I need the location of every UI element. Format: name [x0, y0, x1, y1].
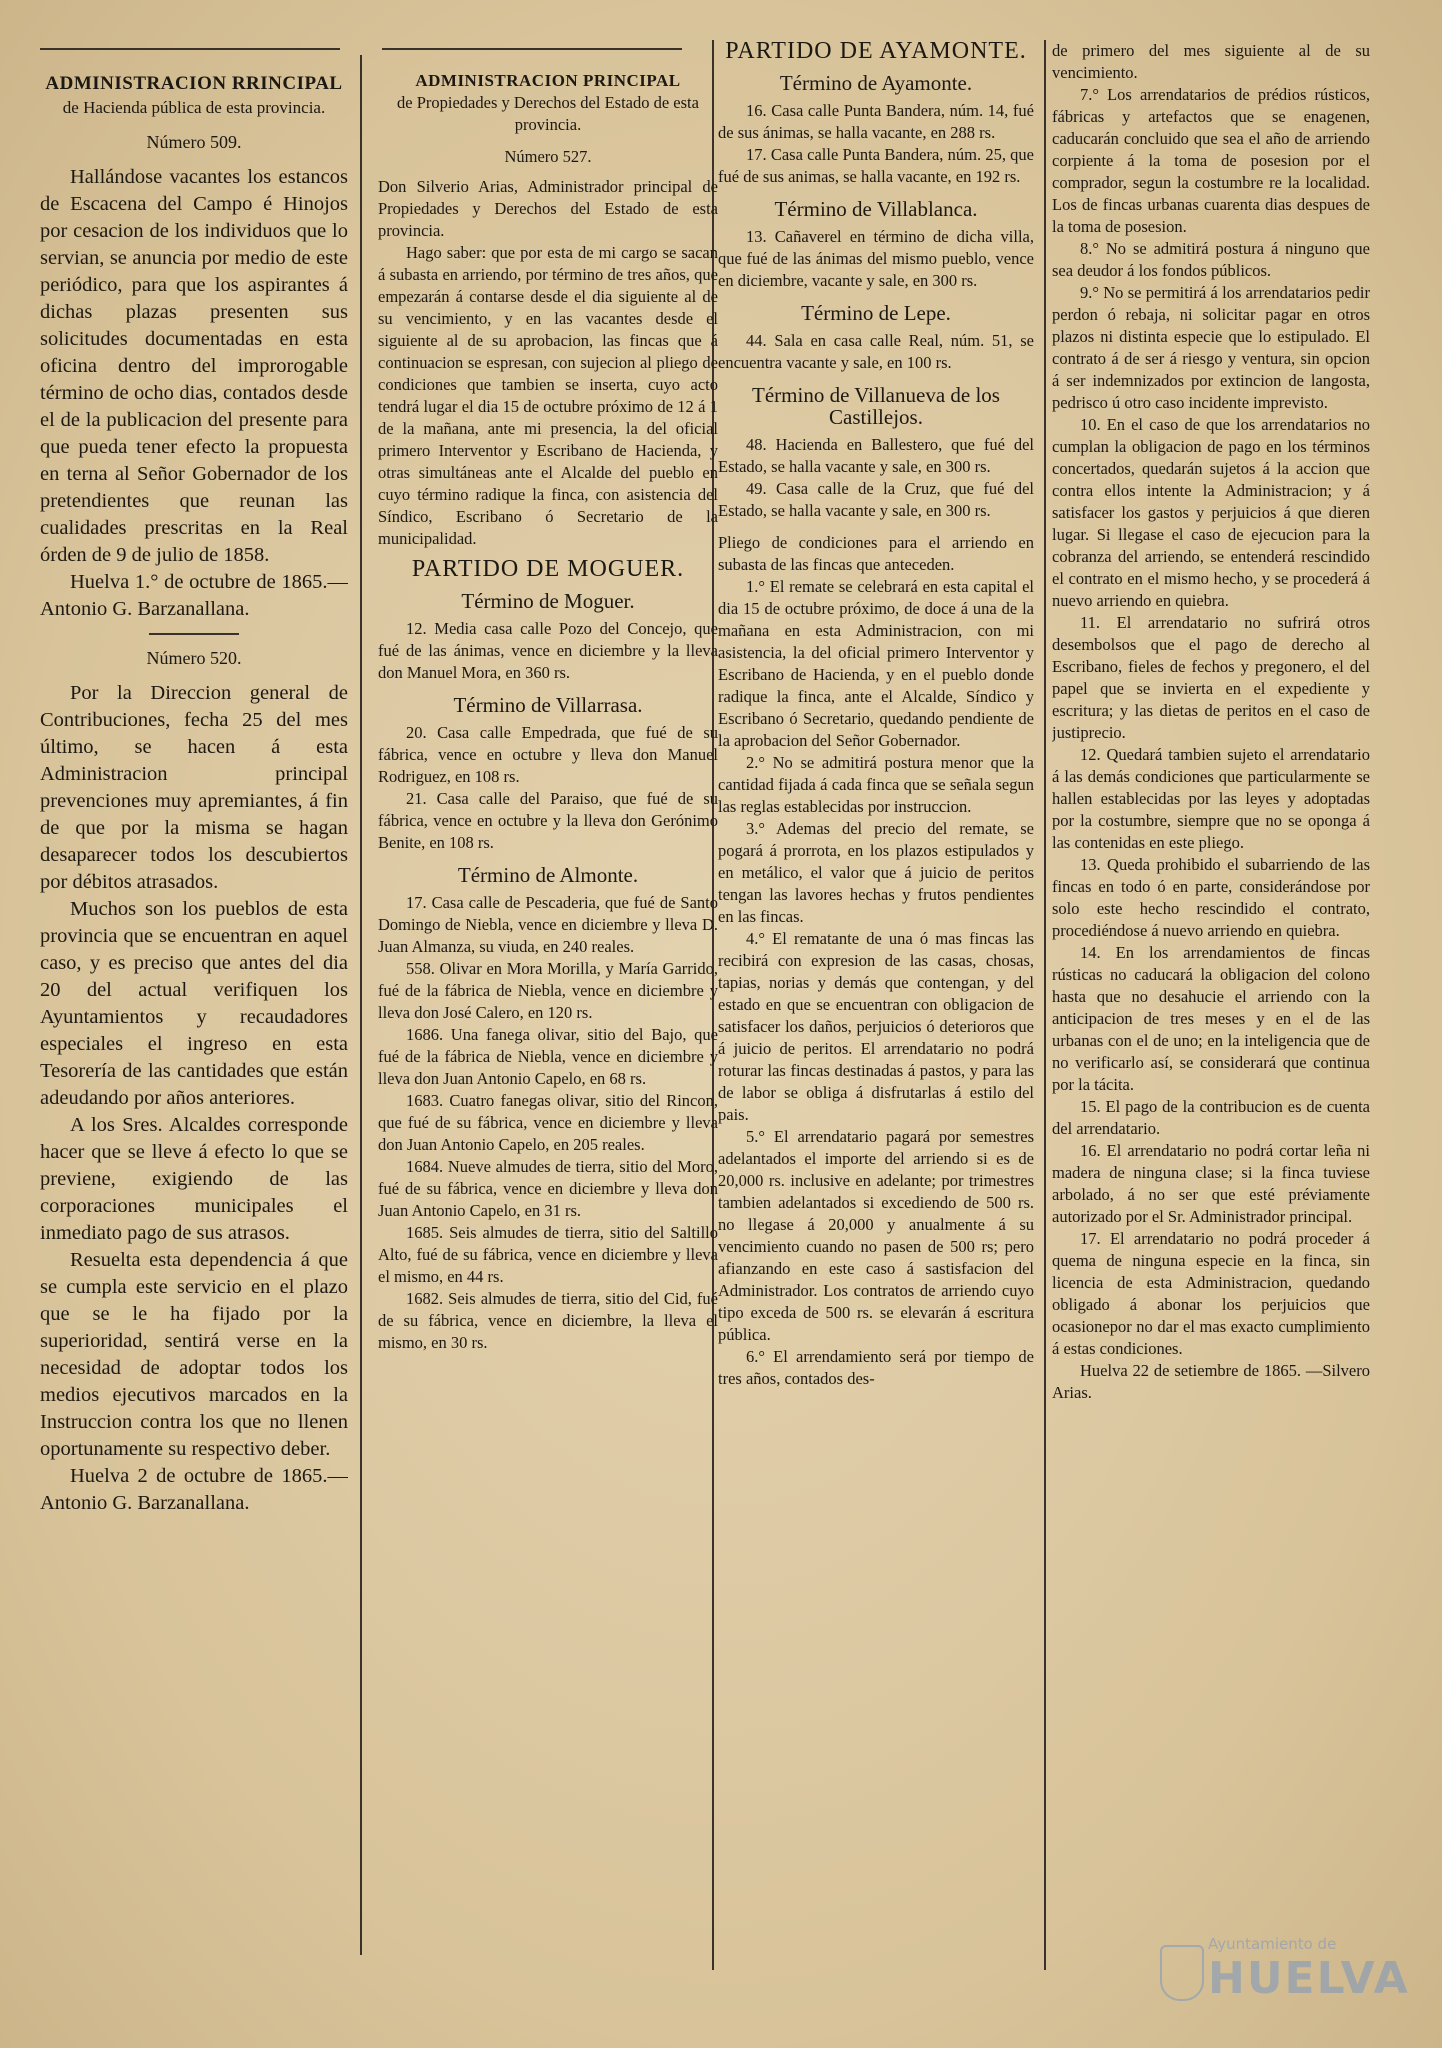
property-item: 1682. Seis almudes de tierra, sitio del Cid, fué de su fábrica, vence en diciembre, la lleva el mismo, en 30 rs. [378, 1289, 718, 1352]
partido-heading: PARTIDO DE AYAMONTE. [725, 40, 1027, 64]
termino-heading: Término de Villarrasa. [453, 693, 643, 717]
property-item: 16. Casa calle Punta Bandera, núm. 14, fué de sus ánimas, se halla vacante, en 288 rs. [718, 101, 1034, 142]
column-divider-1 [360, 55, 362, 1955]
continued-text: de primero del mes siguiente al de su vencimiento. [1052, 41, 1370, 82]
condition-item: 15. El pago de la contribucion es de cuenta del arrendatario. [1052, 1097, 1370, 1138]
property-item: 1683. Cuatro fanegas olivar, sitio del Rincon, que fué de su fábrica, vence en diciembre y lleva don Juan Antonio Capelo, en 205 reales. [378, 1091, 718, 1154]
section-subheading: de Hacienda pública de esta provincia. [62, 98, 326, 117]
watermark-logo [1160, 1935, 1410, 2015]
condition-item: 6.° El arrendamiento será por tiempo de tres años, contados des- [718, 1347, 1034, 1388]
condition-item: 12. Quedará tambien sujeto el arrendatario á las demás condiciones que particularmente se hallen establecidas por las leyes y adoptadas por la costumbre, siempre que no se oponga á las contenidas en este pliego. [1052, 745, 1370, 852]
intro-paragraph: Don Silverio Arias, Administrador principal de Propiedades y Derechos del Estado de esta provincia. [378, 177, 718, 240]
top-rule-col1 [40, 48, 340, 50]
paragraph: A los Sres. Alcaldes corresponde hacer que se lleve á efecto lo que se previene, exigiendo de las corporaciones municipales el inmediato pago de sus atrasos. [40, 1113, 348, 1244]
column-2 [378, 70, 718, 2000]
separator-rule [149, 633, 239, 635]
top-rule-col2 [382, 48, 682, 50]
notice-number: Número 509. [146, 132, 242, 152]
shield-icon [1160, 1945, 1204, 2001]
paragraph: Por la Direccion general de Contribuciones, fecha 25 del mes último, se hacen á esta Administracion principal prevenciones muy apremiantes, á fin de que por la misma se hagan desaparecer todos los descubiertos por débitos atrasados. [40, 681, 348, 893]
column-4 [1052, 40, 1370, 1970]
section-subheading: de Propiedades y Derechos del Estado de esta provincia. [397, 93, 699, 134]
property-item: 20. Casa calle Empedrada, que fué de su fábrica, vence en octubre y lleva don Manuel Rodriguez, en 108 rs. [378, 723, 718, 786]
column-1 [40, 70, 348, 1970]
condition-item: 4.° El rematante de una ó mas fincas las recibirá con expresion de las casas, chosas, tapias, norias y demás que contengan, y del estado en que se encuentran con obligacion de satisfacer los daños, perjuicios ó deterioros que á juicio de peritos. El arrendatario no podrá roturar las fincas destinadas á pastos, y para las de labor se obliga á disfrutarlas á estilo del pais. [718, 929, 1034, 1124]
termino-heading: Término de Lepe. [801, 301, 951, 325]
condition-item: 5.° El arrendatario pagará por semestres adelantados el importe del arriendo si es de 20,000 rs. inclusive en adelante; por trimestres tambien adelantados si excediendo de 500 rs. no llegase á 20,000 y anualmente á su vencimiento cuando no pasen de 500 rs; pero afianzando en este caso á sastisfacion del Administrador. Los contratos de arriendo cuyo tipo exceda de 500 rs. se elevarán á escritura pública. [718, 1127, 1034, 1344]
condition-item: 14. En los arrendamientos de fincas rústicas no caducará la obligacion del colono hasta que no desahucie el arriendo con la anticipacion de tres meses y en el de las urbanas con el de uno; en la inteligencia que de no verificarlo así, se considerará que continua por la tácita. [1052, 943, 1370, 1094]
property-item: 13. Cañaverel en término de dicha villa, que fué de las ánimas del mismo pueblo, vence en diciembre, vacante y sale, en 300 rs. [718, 227, 1034, 290]
condition-item: 7.° Los arrendatarios de prédios rústicos, fábricas y artefactos que se enagenen, caducarán concluido que sea el año de arriendo corpiente á la toma de posesion por el comprador, segun la costumbre re la localidad. Los de fincas urbanas cuarenta dias despues de la toma de posesion. [1052, 85, 1370, 236]
watermark-line-2: HUELVA [1208, 1953, 1410, 2004]
signature: Huelva 1.° de octubre de 1865.—Antonio G. Barzanallana. [40, 571, 348, 620]
paragraph: Resuelta esta dependencia á que se cumpla este servicio en el plazo que se le ha fijado por la superioridad, sentirá verse en la necesidad de adoptar todos los medios ejecutivos marcados en la Instruccion contra los que no llenen oportunamente su respectivo deber. [40, 1248, 348, 1460]
section-heading: ADMINISTRACION PRINCIPAL [415, 71, 681, 90]
property-item: 44. Sala en casa calle Real, núm. 51, se encuentra vacante y sale, en 100 rs. [718, 331, 1034, 372]
property-item: 12. Media casa calle Pozo del Concejo, que fué de las ánimas, vence en diciembre y la lleva don Manuel Mora, en 360 rs. [378, 619, 718, 682]
paragraph: Hago saber: que por esta de mi cargo se sacan á subasta en arriendo, por término de tres años, que empezarán á contarse desde el dia siguiente al de su vencimiento, y en las vacantes desde el siguiente al de su aprobacion, las fincas que á continuacion se espresan, con sujecion al pliego de condiciones que tambien se inserta, cuyo acto tendrá lugar el dia 15 de octubre próximo de 12 á 1 de la mañana, ante mi presencia, la del oficial primero Interventor y Escribano de Hacienda, y otras simultáneas ante el Alcalde del pueblo en cuyo término radique la finca, con asistencia del Síndico, Escribano ó Secretario de la municipalidad. [378, 243, 718, 548]
condition-item: 10. En el caso de que los arrendatarios no cumplan la obligacion de pago en los términos concertados, quedarán sujetos á la accion que contra ellos intente la Administracion; y á satisfacer los gastos y perjuicios á que dieren lugar. Si llegase el caso de ejecucion para la cobranza del arriendo, se entenderá rescindido el contrato en el mismo hecho, y se procederá á nuevo arriendo en quiebra. [1052, 415, 1370, 610]
property-item: 21. Casa calle del Paraiso, que fué de su fábrica, vence en octubre y la lleva don Gerónimo Benite, en 108 rs. [378, 789, 718, 852]
termino-heading: Término de Ayamonte. [779, 71, 973, 95]
termino-heading: Término de Villanueva de los Castillejos. [752, 383, 1000, 429]
notice-number: Número 527. [504, 147, 592, 166]
signature: Huelva 22 de setiembre de 1865. —Silvero Arias. [1052, 1361, 1370, 1402]
signature: Huelva 2 de octubre de 1865.—Antonio G. Barzanallana. [40, 1464, 348, 1514]
property-item: 17. Casa calle de Pescaderia, que fué de Santo Domingo de Niebla, vence en diciembre y lleva D. Juan Almanza, su viuda, en 240 reales. [378, 893, 718, 956]
property-item: 17. Casa calle Punta Bandera, núm. 25, que fué de sus animas, se halla vacante, en 192 rs. [718, 145, 1034, 186]
paragraph: Muchos son los pueblos de esta provincia que se encuentran en aquel caso, y es preciso que antes del dia 20 del actual verifiquen los Ayuntamientos y recaudadores especiales el ingreso en esta Tesorería de las cantidades que están adeudando por años anteriores. [40, 897, 348, 1109]
column-divider-3 [1044, 40, 1046, 1970]
property-item: 558. Olivar en Mora Morilla, y María Garrido, fué de la fábrica de Niebla, vence en diciembre y lleva don José Calero, en 120 rs. [378, 959, 718, 1022]
condition-item: 11. El arrendatario no sufrirá otros desembolsos que el pago de derecho al Escribano, fieles de fechos y pregonero, el del papel que se invierta en el expediente y escritura; y las dietas de peritos en el caso de justiprecio. [1052, 613, 1370, 742]
condition-item: 3.° Ademas del precio del remate, se pogará á prorrota, en los plazos estipulados y en metálico, el valor que á juicio de peritos tengan las lavores hechas y frutos pendientes en las fincas. [718, 819, 1034, 926]
condition-item: 16. El arrendatario no podrá cortar leña ni madera de ninguna clase; si la finca tuviese arbolado, á no ser que esté préviamente autorizado por el Sr. Administrador principal. [1052, 1141, 1370, 1226]
termino-heading: Término de Almonte. [457, 863, 639, 887]
condition-item: 9.° No se permitirá á los arrendatarios pedir perdon ó rebaja, ni solicitar pagar en otros plazos ni distinta especie que lo estipulado. El contrato á de ser á riesgo y ventura, sin opcion á ser indemnizados por extincion de langosta, pedrisco ú otro caso incidente imprevisto. [1052, 283, 1370, 412]
termino-heading: Término de Villablanca. [774, 197, 978, 221]
property-item: 1685. Seis almudes de tierra, sitio del Saltillo Alto, fué de su fábrica, vence en diciembre y lleva el mismo, en 44 rs. [378, 1223, 718, 1286]
watermark-line-1: Ayuntamiento de [1208, 1935, 1337, 1953]
section-heading: ADMINISTRACION RRINCIPAL [45, 73, 343, 94]
partido-heading: PARTIDO DE MOGUER. [411, 556, 685, 582]
condition-item: 13. Queda prohibido el subarriendo de las fincas en todo ó en parte, considerándose por solo este hecho rescindido el contrato, procediéndose á nuevo arriendo en quiebra. [1052, 855, 1370, 940]
property-item: 1686. Una fanega olivar, sitio del Bajo, que fué de la fábrica de Niebla, vence en diciembre y lleva don Juan Antonio Capelo, en 68 rs. [378, 1025, 718, 1088]
condition-item: 1.° El remate se celebrará en esta capital el dia 15 de octubre próximo, de doce á una de la mañana en esta Administracion, con mi asistencia, la del oficial primero Interventor y Escribano de Hacienda, y en el pueblo donde radique la finca, ante el Alcalde, Síndico y Escribano ó Secretario, quedando pendiente de la aprobacion del Señor Gobernador. [718, 577, 1034, 750]
condition-item: 17. El arrendatario no podrá proceder á quema de ninguna especie en la finca, sin licencia de esta Administracion, quedando obligado á abonar los perjuicios que ocasionepor no dar el mas exacto cumplimiento á estas condiciones. [1052, 1229, 1370, 1358]
pliego-heading: Pliego de condiciones para el arriendo en subasta de las fincas que anteceden. [718, 533, 1034, 574]
property-item: 48. Hacienda en Ballestero, que fué del Estado, se halla vacante y sale, en 300 rs. [718, 435, 1034, 476]
paragraph: Hallándose vacantes los estancos de Escacena del Campo é Hinojos por cesacion de los individuos que lo servian, se anuncia por medio de este periódico, para que los aspirantes á dichas plazas presenten sus solicitudes documentadas en esta oficina dentro del improrogable término de ocho dias, contados desde el de la publicacion del presente para que pueda tener efecto la propuesta en terna al Señor Gobernador de los pretendientes que reunan las cualidades prescritas en la Real órden de 9 de julio de 1858. [40, 166, 348, 566]
property-item: 49. Casa calle de la Cruz, que fué del Estado, se halla vacante y sale, en 300 rs. [718, 479, 1034, 520]
condition-item: 2.° No se admitirá postura menor que la cantidad fijada á cada finca que se señala segun las reglas establecidas por instruccion. [718, 753, 1034, 816]
termino-heading: Término de Moguer. [461, 589, 635, 613]
column-3 [718, 40, 1034, 1970]
notice-number: Número 520. [146, 647, 242, 668]
property-item: 1684. Nueve almudes de tierra, sitio del Moro, fué de su fábrica, vence en diciembre y lleva don Juan Antonio Capelo, en 31 rs. [378, 1157, 718, 1220]
condition-item: 8.° No se admitirá postura á ninguno que sea deudor á los fondos públicos. [1052, 239, 1370, 280]
